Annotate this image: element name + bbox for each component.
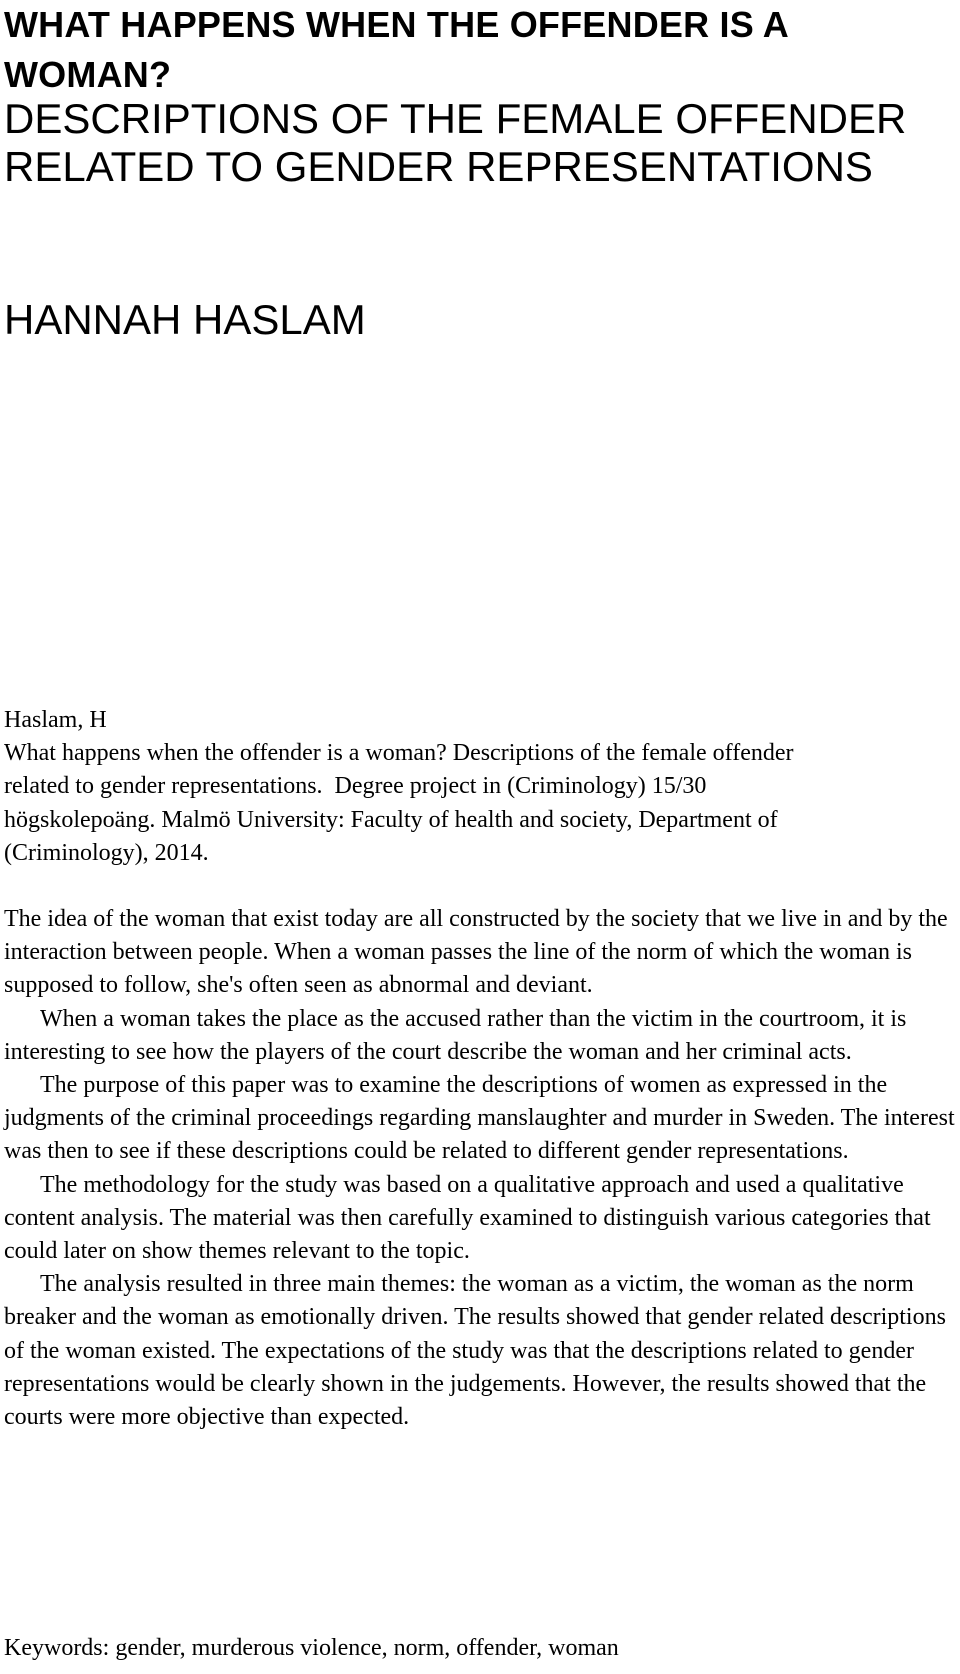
- abstract-paragraph-1: The idea of the woman that exist today are all constructed by the society that we live in and by the interaction between people. When a woman passes the line of the norm of which the woman is supposed to follow, she's often seen as abnormal and deviant.: [4, 906, 948, 999]
- abstract-paragraph-2: When a woman takes the place as the accused rather than the victim in the courtroom, it is interesting to see how the players of the court describe the woman and her criminal acts.: [4, 1005, 907, 1065]
- citation-line-1: Haslam, H: [4, 707, 107, 733]
- title-line-1: WHAT HAPPENS WHEN THE OFFENDER IS A: [4, 4, 790, 45]
- abstract-paragraph-3: The purpose of this paper was to examine the descriptions of women as expressed in the judgments of the criminal proceedings regarding manslaughter and murder in Sweden. The interest was then to see if these descriptions could be related to different gender representations.: [4, 1072, 955, 1165]
- citation-line-2: What happens when the offender is a woman? Descriptions of the female offender: [4, 740, 794, 767]
- paragraph-gap: [4, 870, 956, 903]
- document-title: [4, 0, 944, 100]
- subtitle-line-1: DESCRIPTIONS OF THE FEMALE OFFENDER: [4, 95, 907, 142]
- abstract-section: [4, 704, 956, 1434]
- title-line-2: WOMAN?: [4, 54, 172, 95]
- citation-line-4: högskolepoäng. Malmö University: Faculty of health and society, Department of: [4, 806, 778, 833]
- author-name: HANNAH HASLAM: [4, 296, 366, 343]
- citation-line-5: (Criminology), 2014.: [4, 839, 209, 866]
- subtitle-line-2: RELATED TO GENDER REPRESENTATIONS: [4, 143, 873, 190]
- abstract-paragraph-4: The methodology for the study was based on a qualitative approach and used a qualitative content analysis. The material was then carefully examined to distinguish various categories that could later on show themes relevant to the topic.: [4, 1171, 931, 1265]
- document-subtitle: [4, 95, 944, 191]
- citation: [4, 704, 956, 870]
- keywords: Keywords: gender, murderous violence, norm, offender, woman: [4, 1635, 619, 1661]
- abstract-paragraph-5: The analysis resulted in three main themes: the woman as a victim, the woman as the norm breaker and the woman as emotionally driven. The results showed that gender related descriptions of the woman existed. The expectations of the study was that the descriptions related to gender representations would be clearly shown in the judgements. However, the results showed that the courts were more objective than expected.: [4, 1271, 946, 1431]
- citation-line-3: related to gender representations. Degree project in (Criminology) 15/30: [4, 773, 707, 800]
